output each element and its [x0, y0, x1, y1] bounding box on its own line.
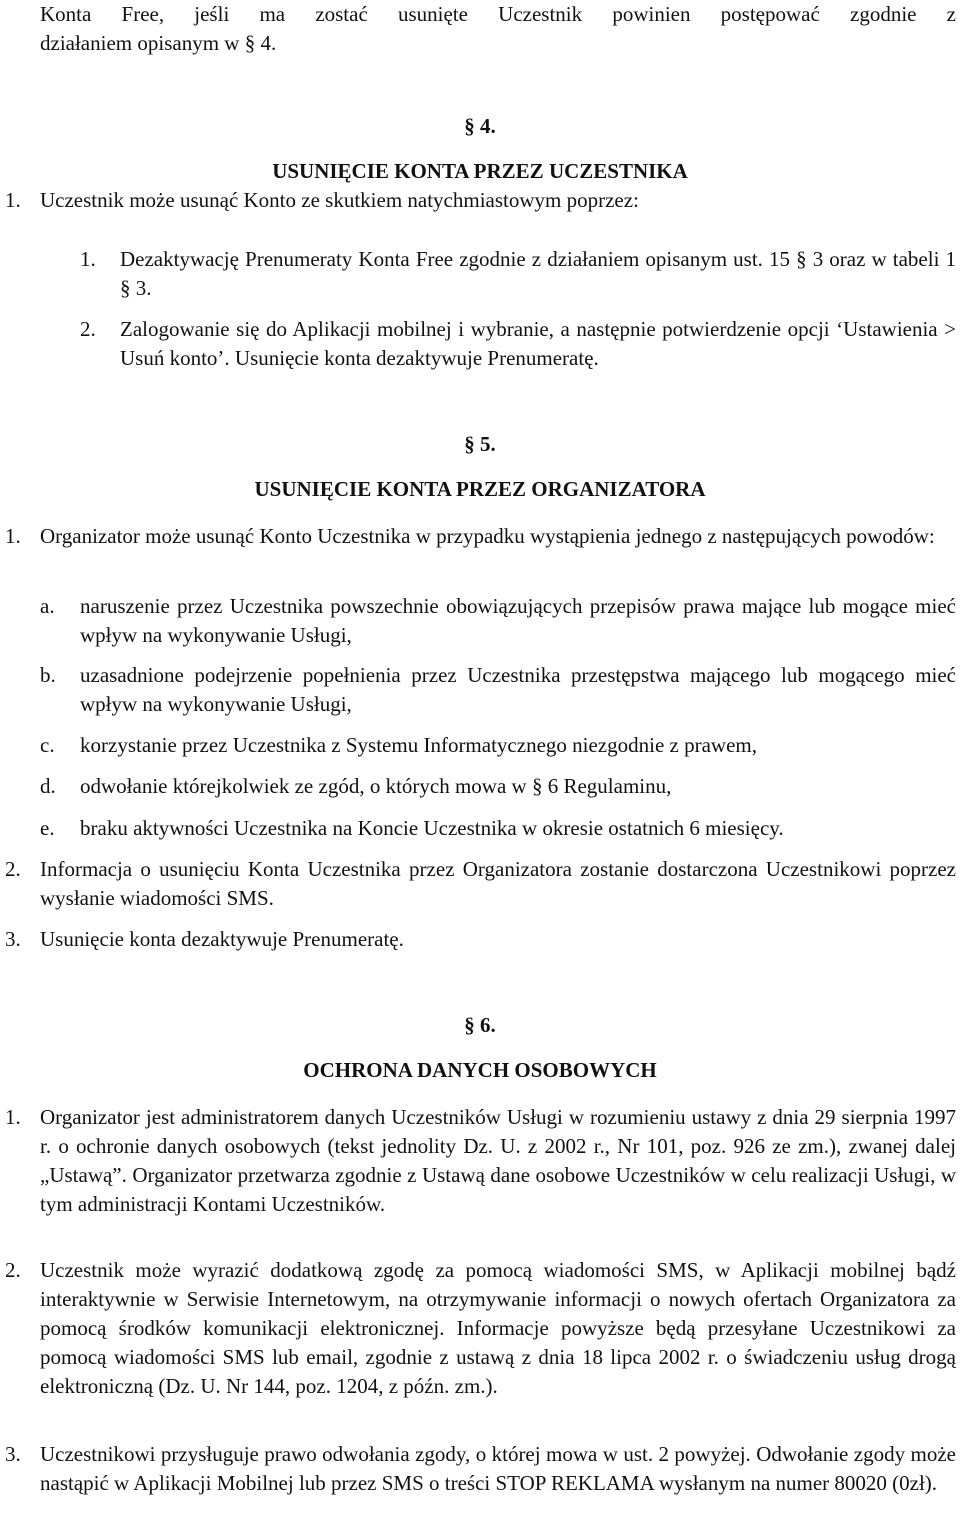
s5-subitem-b-number: b. [40, 663, 56, 687]
s6-item-3-number: 3. [5, 1442, 21, 1466]
s5-subitem-a-number: a. [40, 594, 55, 618]
s5-item-3-number: 3. [5, 927, 21, 951]
section-5-number: § 5. [464, 432, 496, 456]
s5-subitem-c-text: korzystanie przez Uczestnika z Systemu Informatycznego niezgodnie z prawem, [80, 733, 757, 757]
intro-line-2: działaniem opisanym w § 4. [40, 31, 277, 55]
s5-subitem-a-text: naruszenie przez Uczestnika powszechnie obowiązujących przepisów prawa mające lub mogące mieć wpływ na wykonywanie Usługi, [80, 594, 956, 647]
section-6-title: OCHRONA DANYCH OSOBOWYCH [303, 1058, 657, 1082]
s6-item-1-text: Organizator jest administratorem danych Uczestników Usługi w rozumieniu ustawy z dnia 29 sierpnia 1997 r. o ochronie danych osobowych (tekst jednolity Dz. U. z 2002 r., Nr 101, poz. 926 ze zm.), zwanej dalej „Ustawą”. Organizator przetwarza zgodnie z Ustawą dane osobowe Uczestników w celu realizacji Usługi, w tym administracji Kontami Uczestników. [40, 1105, 956, 1216]
s5-item-1-number: 1. [5, 524, 21, 548]
s5-subitem-c-number: c. [40, 733, 55, 757]
section-4-title: USUNIĘCIE KONTA PRZEZ UCZESTNIKA [272, 159, 688, 183]
s5-item-2-text: Informacja o usunięciu Konta Uczestnika przez Organizatora zostanie dostarczona Uczestnikowi poprzez wysłanie wiadomości SMS. [40, 857, 956, 910]
s4-subitem-2-text: Zalogowanie się do Aplikacji mobilnej i wybranie, a następnie potwierdzenie opcji ‘Ustawienia > Usuń konto’. Usunięcie konta dezaktywuje Prenumeratę. [120, 317, 956, 370]
section-6-number: § 6. [464, 1013, 496, 1037]
s5-item-2-number: 2. [5, 857, 21, 881]
section-4-number: § 4. [464, 114, 496, 138]
s6-item-1-number: 1. [5, 1105, 21, 1129]
s4-item-1-number: 1. [5, 188, 21, 212]
s5-subitem-b-text: uzasadnione podejrzenie popełnienia przez Uczestnika przestępstwa mającego lub mogącego mieć wpływ na wykonywanie Usługi, [80, 663, 956, 716]
s6-item-2-text: Uczestnik może wyrazić dodatkową zgodę za pomocą wiadomości SMS, w Aplikacji mobilnej bądź interaktywnie w Serwisie Internetowym, na otrzymywanie informacji o nowych ofertach Organizatora za pomocą środków komunikacji elektronicznej. Informacje powyższe będą przesyłane Uczestnikowi za pomocą wiadomości SMS lub email, zgodnie z ustawą z dnia 18 lipca 2002 r. o świadczeniu usług drogą elektroniczną (Dz. U. Nr 144, poz. 1204, z późn. zm.). [40, 1258, 956, 1398]
s5-item-3-text: Usunięcie konta dezaktywuje Prenumeratę. [40, 927, 404, 951]
s6-item-3-text: Uczestnikowi przysługuje prawo odwołania zgody, o której mowa w ust. 2 powyżej. Odwołanie zgody może nastąpić w Aplikacji Mobilnej lub przez SMS o treści STOP REKLAMA wysłanym na numer 80020 (0zł). [40, 1442, 956, 1495]
s5-subitem-d-text: odwołanie którejkolwiek ze zgód, o których mowa w § 6 Regulaminu, [80, 774, 672, 798]
s5-subitem-e-text: braku aktywności Uczestnika na Koncie Uczestnika w okresie ostatnich 6 miesięcy. [80, 816, 784, 840]
s4-subitem-1-number: 1. [80, 247, 96, 271]
s6-item-2-number: 2. [5, 1258, 21, 1282]
s5-item-1-text: Organizator może usunąć Konto Uczestnika w przypadku wystąpienia jednego z następujących powodów: [40, 524, 935, 548]
s4-subitem-1-text: Dezaktywację Prenumeraty Konta Free zgodnie z działaniem opisanym ust. 15 § 3 oraz w tabeli 1 § 3. [120, 247, 956, 300]
s4-subitem-2-number: 2. [80, 317, 96, 341]
section-5-title: USUNIĘCIE KONTA PRZEZ ORGANIZATORA [254, 477, 706, 501]
intro-line-1: Konta Free, jeśli ma zostać usunięte Uczestnik powinien postępować zgodnie z [40, 2, 956, 26]
s4-item-1-text: Uczestnik może usunąć Konto ze skutkiem natychmiastowym poprzez: [40, 188, 639, 212]
s5-subitem-d-number: d. [40, 774, 56, 798]
s5-subitem-e-number: e. [40, 816, 55, 840]
